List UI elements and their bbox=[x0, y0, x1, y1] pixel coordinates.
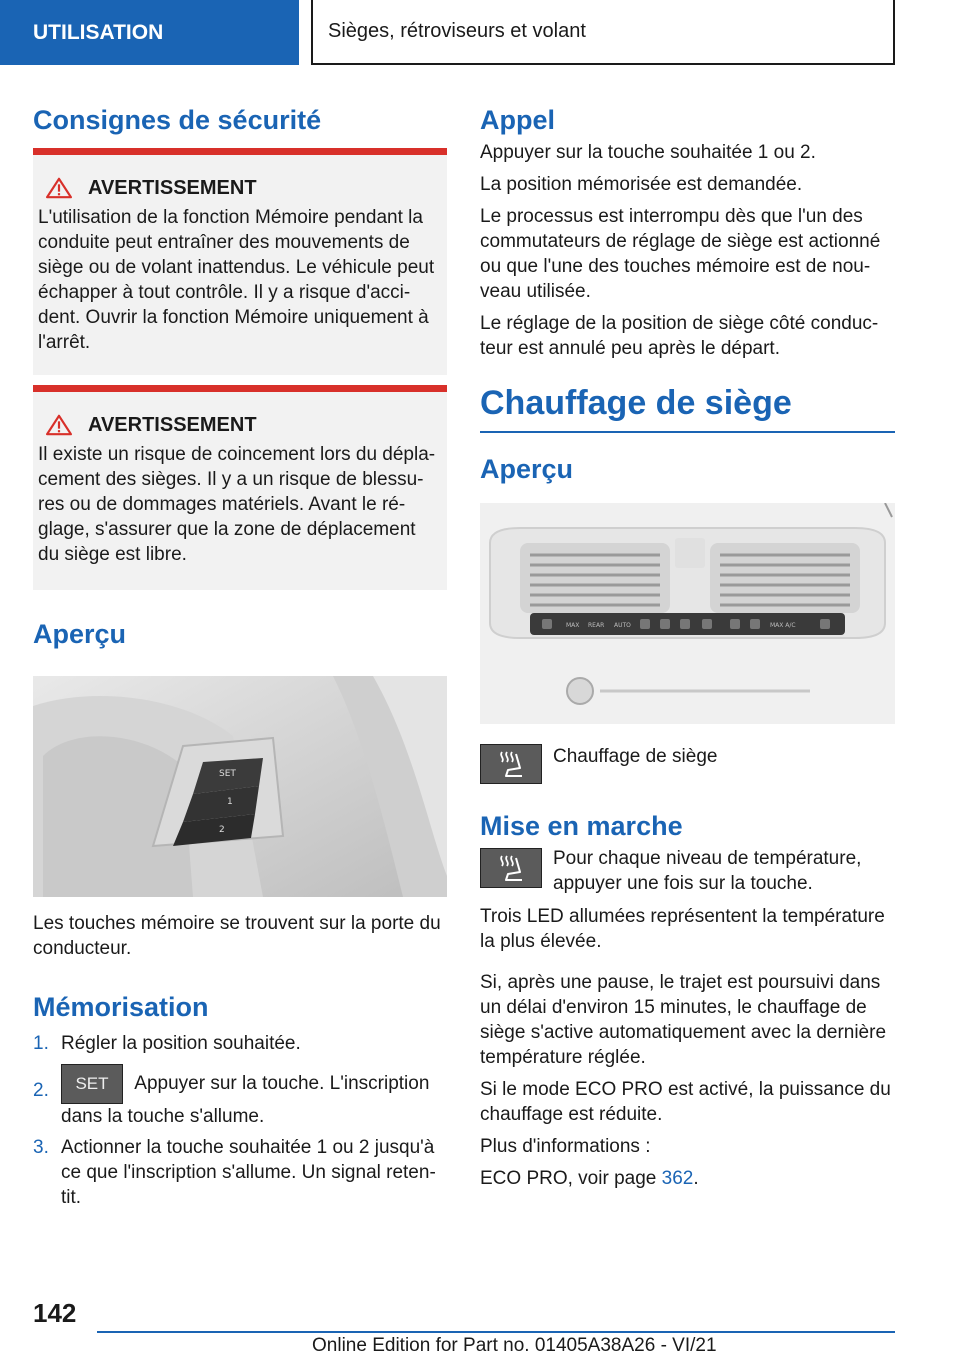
seat-heating-icon bbox=[480, 744, 542, 784]
door-panel-illustration bbox=[33, 676, 447, 897]
list-item bbox=[33, 1135, 447, 1210]
section-tab[interactable]: UTILISATION bbox=[0, 0, 299, 65]
warning-box-1 bbox=[33, 148, 447, 375]
switch-on-heading: Mise en marche bbox=[480, 811, 683, 841]
switch-on-paragraph: Si, après une pause, le trajet est poursuivi dans un délai d'environ 15 minutes, le chauffage de siège s'active automatiquement avec la dernière température réglée. bbox=[480, 972, 887, 1068]
step-text-wrap bbox=[61, 1064, 447, 1129]
step-text: Régler la position souhaitée. bbox=[61, 1033, 301, 1054]
switch-on-paragraph: Si le mode ECO PRO est activé, la puissance du chauffage est réduite. bbox=[480, 1079, 891, 1125]
warning-title bbox=[38, 412, 437, 438]
overview-heading: Aperçu bbox=[480, 454, 574, 484]
warning-title-text: AVERTISSEMENT bbox=[88, 177, 257, 199]
one-label: 1 bbox=[227, 797, 233, 807]
warning-box-2 bbox=[33, 385, 447, 590]
recall-paragraph: La position mémorisée est demandée. bbox=[480, 174, 803, 195]
step-number: 2. bbox=[33, 1080, 49, 1101]
recall-heading: Appel bbox=[480, 105, 556, 135]
step-text: Actionner la touche souhaitée 1 ou 2 jusqu'à ce que l'inscription s'allume. Un signal reten-tit. bbox=[61, 1137, 436, 1208]
step-number: 1. bbox=[33, 1033, 49, 1054]
set-label: SET bbox=[219, 769, 236, 779]
recall-paragraph: Appuyer sur la touche souhaitée 1 ou 2. bbox=[480, 142, 816, 163]
console-label: AUTO bbox=[614, 622, 631, 629]
list-item bbox=[33, 1031, 447, 1056]
door-memory-buttons-photo bbox=[33, 676, 447, 897]
photo-caption: Les touches mémoire se trouvent sur la porte du conducteur. bbox=[33, 913, 441, 959]
eco-ref-suffix: . bbox=[693, 1168, 699, 1189]
step-text: Appuyer sur la touche. L'inscription dans la touche s'allume. bbox=[61, 1073, 430, 1127]
warning-triangle-icon bbox=[44, 177, 74, 199]
edition-text: Online Edition for Part no. 01405A38A26 - VI/21 bbox=[312, 1335, 717, 1356]
eco-pro-page-link[interactable]: 362 bbox=[661, 1168, 694, 1189]
seat-heating-legend bbox=[480, 744, 895, 784]
safety-heading: Consignes de sécurité bbox=[33, 105, 322, 135]
step-number: 3. bbox=[33, 1137, 49, 1158]
recall-paragraph: Le processus est interrompu dès que l'un des commutateurs de réglage de siège est actionné ou que l'une des touches mémoire est de nou-veau utilisée. bbox=[480, 206, 881, 302]
seat-heating-caption: Chauffage de siège bbox=[553, 746, 718, 767]
eco-pro-reference bbox=[480, 1166, 895, 1191]
switch-on-instruction bbox=[480, 846, 895, 896]
console-label: REAR bbox=[588, 622, 605, 629]
memorisation-heading: Mémorisation bbox=[33, 992, 209, 1022]
warning-title bbox=[38, 175, 437, 201]
console-label: MAX A/C bbox=[770, 622, 796, 629]
switch-on-paragraph: Plus d'informations : bbox=[480, 1136, 651, 1157]
switch-on-paragraph: Trois LED allumées représentent la température la plus élevée. bbox=[480, 906, 885, 952]
page-number: 142 bbox=[33, 1298, 77, 1328]
seat-heating-icon bbox=[480, 848, 542, 888]
chapter-title: Sièges, rétroviseurs et volant bbox=[311, 0, 895, 65]
warning-text: Il existe un risque de coincement lors du dépla-cement des sièges. Il y a un risque de blessu-res ou de dommages matériels. Avant le ré-glage, s'assurer que la zone de déplacement du siège est libre. bbox=[38, 444, 436, 565]
two-label: 2 bbox=[219, 825, 225, 835]
set-key-icon: SET bbox=[61, 1064, 123, 1104]
overview-heading: Aperçu bbox=[33, 619, 127, 649]
eco-ref-prefix: ECO PRO, voir page bbox=[480, 1168, 662, 1189]
right-column bbox=[480, 100, 895, 1191]
warning-title-text: AVERTISSEMENT bbox=[88, 414, 257, 436]
console-label: MAX bbox=[566, 622, 580, 629]
warning-text: L'utilisation de la fonction Mémoire pendant la conduite peut entraîner des mouvements de siège ou de volant inattendus. Le véhicule peut échapper à tout contrôle. Il y a risque d'acci-dent. Ouvrir la fonction Mémoire uniquement à l'arrêt. bbox=[38, 207, 435, 353]
center-console-photo bbox=[480, 503, 895, 724]
recall-paragraph: Le réglage de la position de siège côté conduc-teur est annulé peu après le départ. bbox=[480, 313, 879, 359]
seat-heating-heading: Chauffage de siège bbox=[480, 381, 895, 433]
list-item bbox=[33, 1064, 447, 1129]
warning-triangle-icon bbox=[44, 414, 74, 436]
left-column bbox=[33, 100, 447, 1216]
switch-on-text: Pour chaque niveau de température, appuyer une fois sur la touche. bbox=[553, 848, 862, 894]
console-illustration bbox=[480, 503, 895, 724]
